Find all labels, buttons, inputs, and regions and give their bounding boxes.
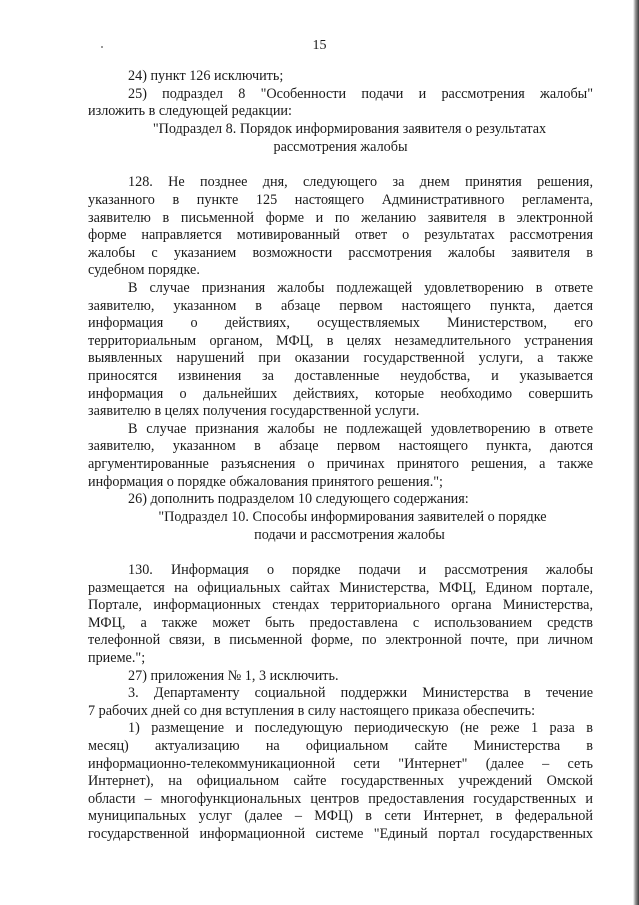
- paragraph-128-line: заявителю в письменной форме и по желанию заявителя в электронной: [88, 210, 593, 226]
- paragraph-128-line: судебном порядке.: [88, 262, 200, 278]
- subsection-10-heading: подачи и рассмотрения жалобы: [254, 527, 445, 543]
- subsection-10-heading: "Подраздел 10. Способы информирования заявителей о порядке: [158, 509, 547, 525]
- item-25-line: 25) подраздел 8 "Особенности подачи и рассмотрения жалобы": [128, 86, 593, 102]
- paragraph-not-satisfied-line: аргументированные разъяснения о причинах принятого решения, а также: [88, 456, 593, 472]
- subsection-8-heading: "Подраздел 8. Порядок информирования заявителя о результатах: [152, 121, 547, 137]
- paragraph-130-line: МФЦ, а также может быть предоставлена с использованием средств: [88, 615, 593, 631]
- paragraph-satisfied-line: В случае признания жалобы подлежащей удовлетворению в ответе: [128, 280, 593, 296]
- paragraph-satisfied-line: информация о дальнейших действиях, которые необходимо совершить: [88, 386, 593, 402]
- subsection-8-heading: рассмотрения жалобы: [273, 139, 408, 155]
- subitem-1-line: месяц) актуализацию на официальном сайте Министерства в: [88, 738, 593, 754]
- paragraph-satisfied-line: заявителю в целях получения государственной услуги.: [88, 403, 420, 419]
- paragraph-not-satisfied-line: информация о порядке обжалования принятого решения.";: [88, 474, 443, 490]
- paragraph-128-line: форме направляется мотивированный ответ о результатах рассмотрения: [88, 227, 593, 243]
- paragraph-130-line: размещается на официальных сайтах Министерства, МФЦ, Едином портале,: [88, 580, 593, 596]
- subitem-1-line: области – многофункциональных центров предоставления государственных и: [88, 791, 593, 807]
- item-25-line: изложить в следующей редакции:: [88, 103, 292, 119]
- paragraph-satisfied-line: территориальным органом, МФЦ, в целях незамедлительного устранения: [88, 333, 593, 349]
- item-27-line: 27) приложения № 1, 3 исключить.: [128, 668, 339, 684]
- item-3-line: 7 рабочих дней со дня вступления в силу настоящего приказа обеспечить:: [88, 703, 536, 719]
- paragraph-130-line: телефонной связи, в письменной форме, по электронной почте, при личном: [88, 632, 593, 648]
- paragraph-128-line: 128. Не позднее дня, следующего за днем принятия решения,: [128, 174, 593, 190]
- paragraph-130-line: приеме.";: [88, 650, 146, 666]
- paragraph-satisfied-line: выявленных нарушений при оказании государственной услуги, а также: [88, 350, 593, 366]
- paragraph-130-line: 130. Информация о порядке подачи и рассмотрения жалобы: [128, 562, 593, 578]
- paragraph-not-satisfied-line: заявителю, указанном в абзаце первом настоящего пункта, даются: [88, 438, 593, 454]
- subitem-1-line: государственной информационной системе "Единый портал государственных: [88, 826, 593, 842]
- paragraph-128-line: указанного в пункте 125 настоящего Административного регламента,: [88, 192, 593, 208]
- paragraph-130-line: Портале, информационных стендах территориального органа Министерства,: [88, 597, 593, 613]
- subitem-1-line: муниципальных услуг (далее – МФЦ) в сети Интернет, в федеральной: [88, 808, 593, 824]
- paragraph-satisfied-line: приносятся извинения за доставленные неудобства, и указывается: [88, 368, 593, 384]
- page-number: 15: [312, 38, 327, 53]
- subitem-1-line: 1) размещение и последующую периодическую (не реже 1 раза в: [128, 720, 593, 736]
- subitem-1-line: информационно-телекоммуникационной сети "Интернет" (далее – сеть: [88, 756, 593, 772]
- paragraph-not-satisfied-line: В случае признания жалобы не подлежащей удовлетворению в ответе: [128, 421, 593, 437]
- item-26-line: 26) дополнить подразделом 10 следующего содержания:: [128, 491, 469, 507]
- item-24-line: 24) пункт 126 исключить;: [128, 68, 284, 84]
- subitem-1-line: Интернет), на официальном сайте государственных учреждений Омской: [88, 773, 593, 789]
- item-3-line: 3. Департаменту социальной поддержки Министерства в течение: [128, 685, 593, 701]
- scan-right-edge-shadow: [633, 0, 639, 905]
- paragraph-satisfied-line: информация о действиях, осуществляемых Министерством, его: [88, 315, 593, 331]
- paragraph-128-line: жалобы с указанием возможности рассмотрения жалобы заявителя в: [88, 245, 593, 261]
- paragraph-satisfied-line: заявителю, указанном в абзаце первом настоящего пункта, дается: [88, 298, 593, 314]
